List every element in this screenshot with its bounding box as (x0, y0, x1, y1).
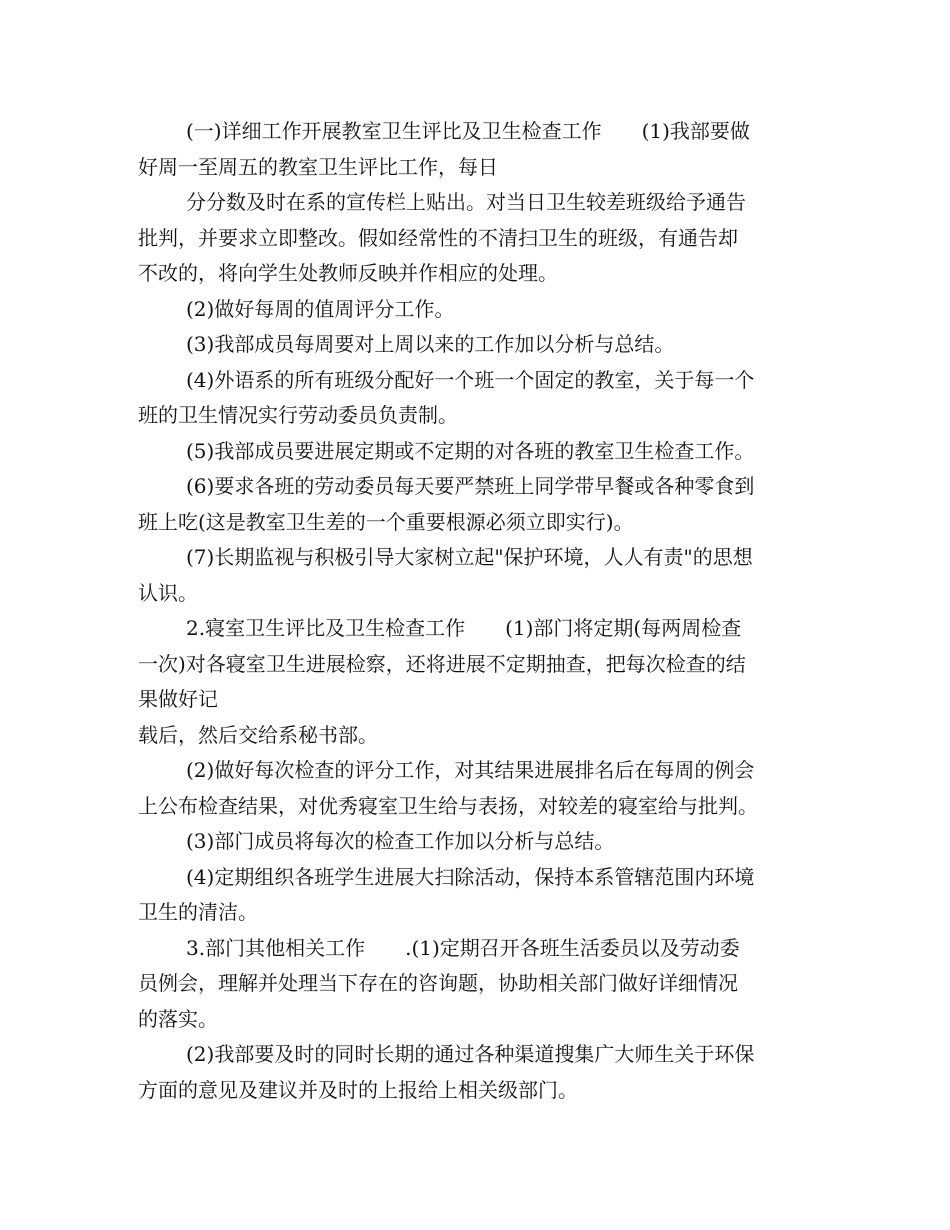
paragraph-line: (一)详细工作开展教室卫生评比及卫生检查工作 (1)我部要做 (186, 119, 750, 143)
paragraph-line: (4)外语系的所有班级分配好一个班一个固定的教室，关于每一个 (186, 367, 755, 392)
paragraph-line: 2.寝室卫生评比及卫生检查工作 (1)部门将定期(每两周检查 (186, 616, 742, 640)
paragraph-line: (2)做好每周的值周评分工作。 (186, 296, 455, 321)
paragraph-line: 班上吃(这是教室卫生差的一个重要根源必须立即实行)。 (138, 509, 634, 534)
paragraph-line: 分分数及时在系的宣传栏上贴出。对当日卫生较差班级给予通告 (186, 190, 746, 214)
paragraph-line: (3)部门成员将每次的检查工作加以分析与总结。 (186, 829, 615, 853)
paragraph-line: 载后，然后交给系秘书部。 (138, 722, 378, 747)
paragraph-line: 卫生的清洁。 (138, 900, 258, 924)
paragraph-line: 果做好记 (138, 687, 218, 711)
paragraph-line: (6)要求各班的劳动委员每天要严禁班上同学带早餐或各种零食到 (186, 474, 755, 498)
paragraph-line: 批判，并要求立即整改。假如经常性的不清扫卫生的班级，有通告却 (138, 225, 738, 250)
paragraph-line: 好周一至周五的教室卫生评比工作，每日 (138, 154, 498, 179)
paragraph-line: 3.部门其他相关工作 .(1)定期召开各班生活委员以及劳动委 (186, 935, 740, 960)
paragraph-line: (2)我部要及时的同时长期的通过各种渠道搜集广大师生关于环保 (186, 1042, 755, 1066)
paragraph-line: (7)长期监视与积极引导大家树立起"保护环境，人人有责"的思想 (186, 545, 753, 569)
paragraph-line: 不改的，将向学生处教师反映并作相应的处理。 (138, 261, 558, 285)
paragraph-line: 一次)对各寝室卫生进展检察，还将进展不定期抽查，把每次检查的结 (138, 651, 746, 676)
paragraph-line: 认识。 (138, 580, 198, 605)
paragraph-line: (4)定期组织各班学生进展大扫除活动，保持本系管辖范围内环境 (186, 864, 755, 889)
paragraph-line: (3)我部成员每周要对上周以来的工作加以分析与总结。 (186, 332, 675, 356)
paragraph-line: 上公布检查结果，对优秀寝室卫生给与表扬，对较差的寝室给与批判。 (138, 793, 758, 818)
paragraph-line: 方面的意见及建议并及时的上报给上相关级部门。 (138, 1077, 578, 1102)
paragraph-line: (2)做好每次检查的评分工作，对其结果进展排名后在每周的例会 (186, 758, 755, 782)
paragraph-line: 的落实。 (138, 1006, 218, 1031)
document-body (138, 114, 812, 1108)
paragraph-line: 班的卫生情况实行劳动委员负责制。 (138, 403, 458, 427)
paragraph-line: (5)我部成员要进展定期或不定期的对各班的教室卫生检查工作。 (186, 438, 755, 463)
paragraph-line: 员例会，理解并处理当下存在的咨询题，协助相关部门做好详细情况 (138, 971, 738, 995)
